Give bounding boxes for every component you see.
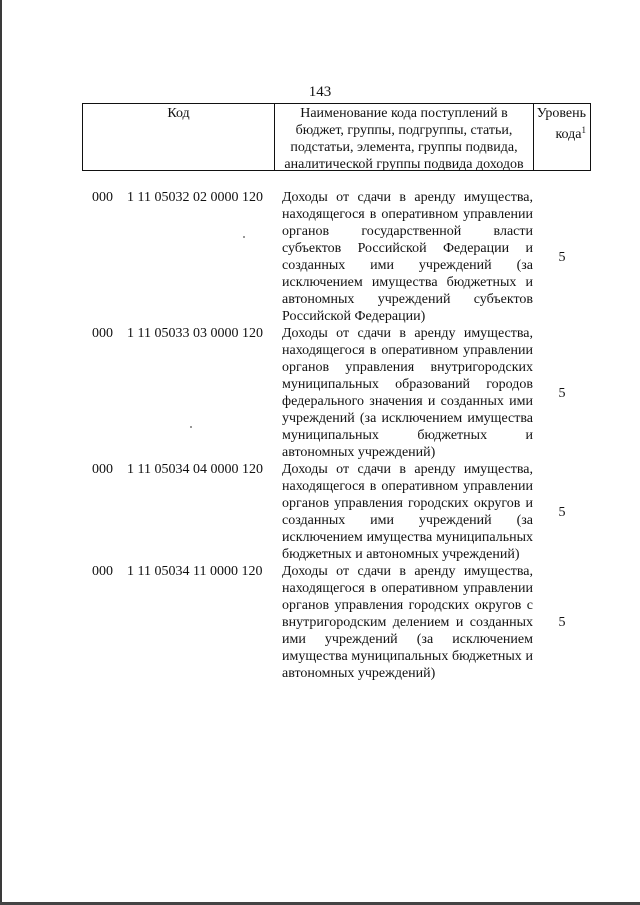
income-code-cell: 1 11 05034 04 0000 120 [127,462,263,477]
table-body [82,189,591,682]
income-code-cell: 1 11 05033 03 0000 120 [127,326,263,341]
table-row [82,189,591,325]
admin-code-cell: 000 [92,326,113,341]
level-cell: 5 [558,615,566,630]
scan-speck [243,236,245,238]
header-name: Наименование кода поступлений в бюджет, группы, подгруппы, статьи, подстатьи, элемента, группы подвида, аналитической группы подвида доходов [275,104,534,170]
scan-left-edge [0,0,2,905]
level-cell: 5 [558,504,566,520]
table-header [82,103,591,171]
admin-code-cell: 000 [92,462,113,477]
admin-code-cell: 000 [92,564,113,579]
header-level-footnote: 1 [581,125,586,135]
income-code-cell: 1 11 05032 02 0000 120 [127,190,263,205]
income-name-cell: Доходы от сдачи в аренду имущества, находящегося в оперативном управлении органов управления городских округов с внутригородским делением и созданных ими учреждений (за исключением имущества муниципальных бюджетных и автономных учреждений) [282,564,533,681]
table-row [82,461,591,563]
header-level [534,104,590,170]
page-number: 143 [308,84,332,100]
income-name-cell: Доходы от сдачи в аренду имущества, находящегося в оперативном управлении органов управления внутригородских муниципальных образований городов федерального значения и созданных ими учреждений (за исключением имущества муниципальных бюджетных и автономных учреждений) [282,326,533,460]
income-code-cell: 1 11 05034 11 0000 120 [127,564,263,579]
header-code: Код [83,104,275,170]
level-cell: 5 [558,249,566,265]
table-row [82,325,591,461]
header-level-text: Уровень кода [536,106,586,142]
table-row [82,563,591,682]
income-name-cell: Доходы от сдачи в аренду имущества, находящегося в оперативном управлении органов государственной власти субъектов Российской Федерации и созданных ими учреждений (за исключением имущества бюджетных и автономных учреждений субъектов Российской Федерации) [282,190,533,324]
admin-code-cell: 000 [92,190,113,205]
scan-speck [190,426,192,428]
income-name-cell: Доходы от сдачи в аренду имущества, находящегося в оперативном управлении органов управления городских округов и созданных ими учреждений (за исключением имущества муниципальных бюджетных и автономных учреждений) [282,462,533,562]
level-cell: 5 [558,385,566,401]
